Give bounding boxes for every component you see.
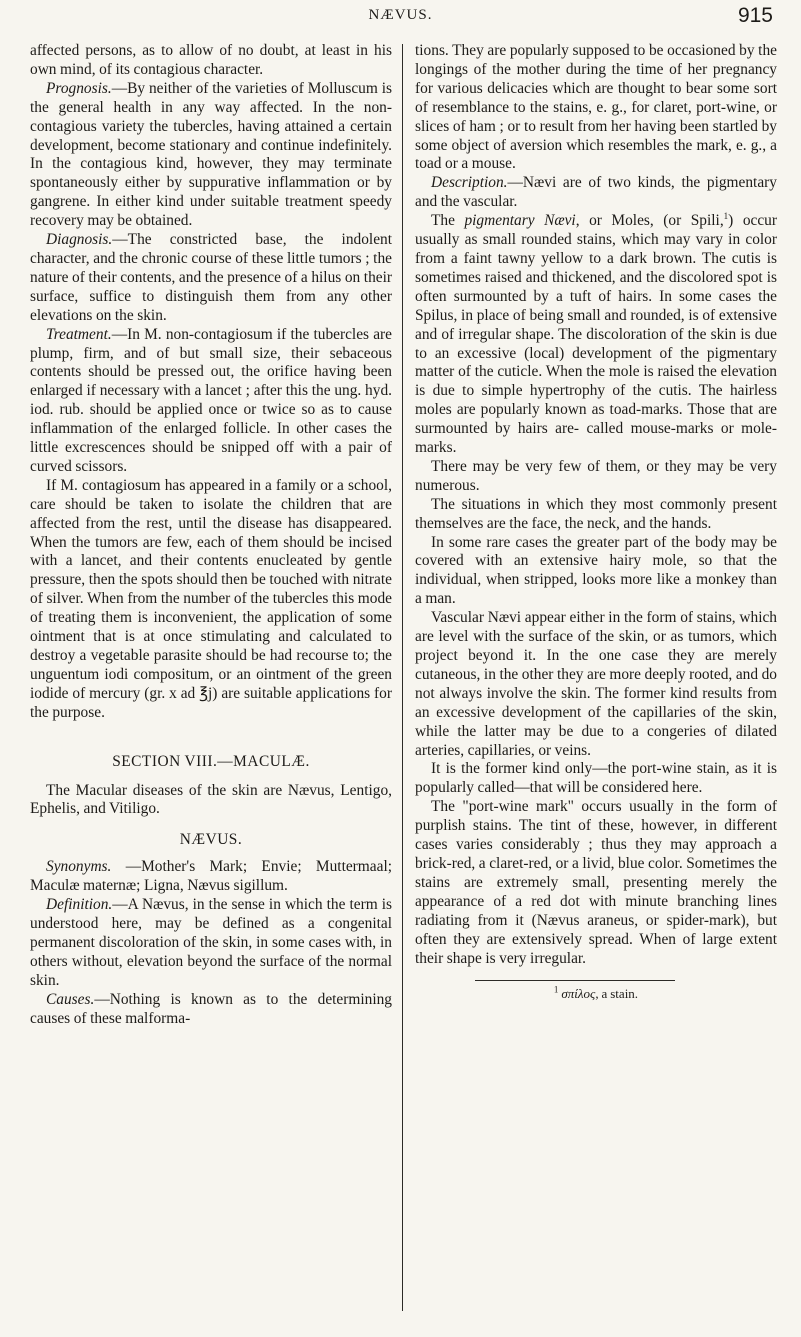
paragraph-label: Diagnosis. xyxy=(46,231,113,249)
paragraph: The situations in which they most commonly present themselves are the face, the neck, and the hands. xyxy=(415,495,777,532)
subject-heading: NÆVUS. xyxy=(179,831,243,849)
paragraph-prognosis xyxy=(30,80,392,231)
paragraph: Vascular Nævi appear either in the form of stains, which are level with the surface of the skin, or as tumors, which project beyond it. In the one case they are merely cutaneous, in the other they are more deeply rooted, and do not always involve the skin. The former kind results from an excessive development of the capillaries of the skin, while the latter may be due to a congeries of dilated arteries, capillaries, or veins. xyxy=(415,609,777,759)
paragraph-treatment xyxy=(30,326,392,477)
paragraph-description xyxy=(415,174,777,212)
paragraph-text: The xyxy=(431,212,465,230)
paragraph-text: , or Moles, (or Spili, xyxy=(575,212,724,230)
paragraph-label: Prognosis. xyxy=(46,79,112,97)
paragraph-synonyms xyxy=(30,858,392,896)
paragraph: In some rare cases the greater part of the body may be covered with an extensive hairy mole, so that the individual, when stripped, looks more like a monkey than a man. xyxy=(415,533,777,608)
footnote-gloss: , a stain. xyxy=(595,986,639,1002)
footnote-marker: 1 xyxy=(553,985,559,996)
page-number: 915 xyxy=(737,4,773,27)
paragraph-causes xyxy=(30,991,392,1029)
paragraph: affected persons, as to allow of no doubt, at least in his own mind, of its contagious character. xyxy=(30,42,392,78)
paragraph-label: Description. xyxy=(431,174,508,192)
paragraph-text: —In M. non-contagiosum if the tubercles are plump, firm, and of but small size, their sebaceous contents should be pressed out, the orifice having been enlarged if necessary with a lancet ; after this the ung. hyd. iod. rub. should be applied once or twice so as to cause inflammation of the enlarged follicle. In other cases the little excrescences should be snipped off with a pair of curved scissors. xyxy=(30,325,392,475)
paragraph: There may be very few of them, or they may be very numerous. xyxy=(415,457,777,494)
paragraph-text: —By neither of the varieties of Molluscum is the general health in any way affected. In the non-contagious variety the tubercles, having attained a certain development, become stationary and continue indefinitely. In the contagious kind, however, they may terminate spontaneously either by suppurative inflammation or by gangrene. In either kind under suitable treatment speedy recovery may be obtained. xyxy=(30,79,392,230)
paragraph-label: Treatment. xyxy=(46,325,112,343)
footnote xyxy=(415,985,777,1004)
footnote-rule xyxy=(475,980,675,981)
right-column xyxy=(415,42,777,1329)
paragraph-text: —The constricted base, the indolent character, and the chronic course of these little tumors ; the nature of their contents, and the presence of a hilus on their surface, suffice to distinguish them from any other elevations on the skin. xyxy=(30,231,392,324)
running-head xyxy=(0,6,801,28)
running-title: NÆVUS. xyxy=(368,7,433,23)
paragraph: tions. They are popularly supposed to be occasioned by the longings of the mother during the time of her pregnancy for various delicacies which are thought to bear some sort of resemblance to the stains, e. g., for claret, port-wine, or slices of ham ; or to result from her having been startled by some object of aversion which resembles the mark, e. g., a toad or a mouse. xyxy=(415,42,777,173)
paragraph: If M. contagiosum has appeared in a family or a school, care should be taken to isolate the children that are affected from the rest, until the disease has disappeared. When the tumors are few, each of them should be incised with a lancet, and their contents enucleated by gentle pressure, then the spots should then be touched with nitrate of silver. When from the number of the tubercles this mode of treating them is inconvenient, the application of some ointment that is at once stimulating and calculated to destroy a vegetable parasite should be had recourse to; the unguentum iodi compositum, or an ointment of the green iodide of mercury (gr. x ad ℥j) are suitable applications for the purpose. xyxy=(30,476,392,721)
paragraph-text: —Nothing is known as to the determining causes of these malforma- xyxy=(30,990,392,1027)
paragraph-text: —A Nævus, in the sense in which the term is understood here, may be defined as a congenital permanent discoloration of the skin, in some cases with, in others without, elevation beyond the surface of the normal skin. xyxy=(30,896,392,989)
term-italic: pigmentary Nævi xyxy=(464,212,576,230)
paragraph-text: —Mother's Mark; Envie; Muttermaal; Maculæ maternæ; Ligna, Nævus sigillum. xyxy=(30,858,392,895)
section-intro: The Macular diseases of the skin are Nævus, Lentigo, Ephelis, and Vitiligo. xyxy=(30,781,392,818)
column-divider xyxy=(402,44,403,1311)
paragraph-pigmentary xyxy=(415,212,777,458)
section-heading: SECTION VIII.—MACULÆ. xyxy=(112,752,310,770)
paragraph-definition xyxy=(30,896,392,991)
paragraph-label: Causes. xyxy=(46,990,95,1008)
footnote-ref: 1 xyxy=(723,211,729,222)
paragraph-text: ) occur usually as small rounded stains, which may vary in color from a faint tawny yellow to a dark brown. The cutis is sometimes raised and thickened, and the discolored spot is often surmounted by a tuft of hairs. In some cases the Spilus, in place of being small and rounded, is of extensive and of irregular shape. The discoloration of the skin is due to an excessive (local) development of the pigmentary matter of the cuticle. When the mole is raised the elevation is due to simple hypertrophy of the cutis. The hairless moles are popularly known as toad-marks. Those that are surmounted by hairs are- called mouse-marks or mole-marks. xyxy=(415,212,777,457)
paragraph-label: Synonyms. xyxy=(46,858,112,876)
footnote-word: σπίλος xyxy=(561,986,596,1002)
paragraph: The "port-wine mark" occurs usually in the form of purplish stains. The tint of these, however, in different cases varies considerably ; thus they may approach a brick-red, a claret-red, or a livid, blue color. Sometimes the stains are extremely small, presenting merely the appearance of a red dot with minute branching lines radiating from it (Nævus araneus, or spider-mark), but often they are extensively spread. When of large extent their shape is very irregular. xyxy=(415,798,777,967)
paragraph: It is the former kind only—the port-wine stain, as it is popularly called—that will be considered here. xyxy=(415,760,777,797)
paragraph-label: Definition. xyxy=(46,896,113,914)
left-column xyxy=(30,42,392,1329)
paragraph-text: —Nævi are of two kinds, the pigmentary and the vascular. xyxy=(415,174,777,211)
paragraph-diagnosis xyxy=(30,231,392,326)
